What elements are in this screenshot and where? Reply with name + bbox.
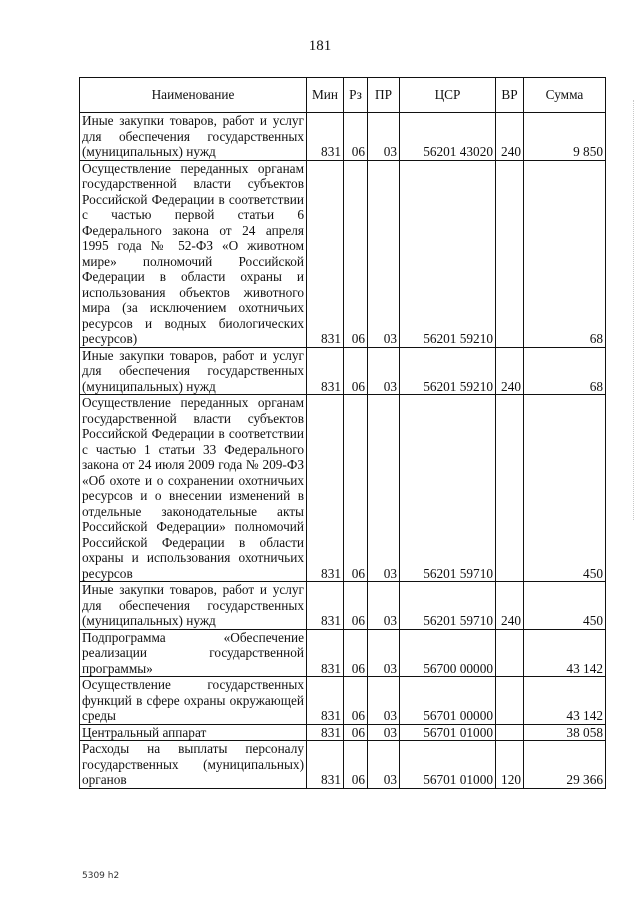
- row-subsection: 03: [368, 677, 400, 725]
- header-expense-type: ВР: [496, 78, 524, 113]
- row-amount: 9 850: [524, 113, 606, 161]
- row-section: 06: [344, 629, 368, 677]
- row-name: Центральный аппарат: [80, 724, 307, 741]
- row-ministry: 831: [307, 741, 344, 789]
- row-target-article: 56201 59210: [400, 347, 496, 395]
- row-expense-type: 120: [496, 741, 524, 789]
- row-amount: 450: [524, 582, 606, 630]
- row-section: 06: [344, 677, 368, 725]
- row-target-article: 56701 00000: [400, 677, 496, 725]
- row-subsection: 03: [368, 113, 400, 161]
- table-row: [80, 724, 606, 741]
- footer-code: 5309 h2: [82, 871, 120, 881]
- row-expense-type: [496, 629, 524, 677]
- row-name: Расходы на выплаты персоналу государственных (муниципальных) органов: [80, 741, 307, 789]
- row-expense-type: [496, 677, 524, 725]
- row-target-article: 56201 59210: [400, 160, 496, 347]
- row-name: Осуществление переданных органам государственной власти субъектов Российской Федерации в соответствии с частью 1 статьи 33 Федерального закона от 24 июля 2009 года № 209-ФЗ «Об охоте и о сохранении охотничьих ресурсов и о внесении изменений в отдельные законодательные акты Российской Федерации» полномочий Российской Федерации в области охраны и использования охотничьих ресурсов: [80, 395, 307, 582]
- row-section: 06: [344, 160, 368, 347]
- header-name: Наименование: [80, 78, 307, 113]
- row-name: Осуществление переданных органам государственной власти субъектов Российской Федерации в соответствии с частью первой статьи 6 Федерального закона от 24 апреля 1995 года № 52-ФЗ «О животном мире» полномочий Российской Федерации в области охраны и использования объектов животного мира (за исключением охотничьих ресурсов и водных биологических ресурсов): [80, 160, 307, 347]
- row-expense-type: 240: [496, 582, 524, 630]
- row-name: Иные закупки товаров, работ и услуг для обеспечения государственных (муниципальных) нужд: [80, 347, 307, 395]
- row-section: 06: [344, 113, 368, 161]
- row-expense-type: [496, 160, 524, 347]
- row-amount: 38 058: [524, 724, 606, 741]
- row-amount: 43 142: [524, 677, 606, 725]
- row-section: 06: [344, 582, 368, 630]
- row-section: 06: [344, 724, 368, 741]
- row-name: Иные закупки товаров, работ и услуг для обеспечения государственных (муниципальных) нужд: [80, 113, 307, 161]
- table-row: [80, 582, 606, 630]
- header-ministry: Мин: [307, 78, 344, 113]
- header-amount: Сумма: [524, 78, 606, 113]
- row-subsection: 03: [368, 582, 400, 630]
- row-section: 06: [344, 347, 368, 395]
- row-subsection: 03: [368, 347, 400, 395]
- row-target-article: 56201 59710: [400, 582, 496, 630]
- row-section: 06: [344, 741, 368, 789]
- row-expense-type: 240: [496, 113, 524, 161]
- header-section: Рз: [344, 78, 368, 113]
- table-row: [80, 113, 606, 161]
- row-expense-type: 240: [496, 347, 524, 395]
- row-section: 06: [344, 395, 368, 582]
- row-target-article: 56701 01000: [400, 741, 496, 789]
- row-target-article: 56201 59710: [400, 395, 496, 582]
- table-row: [80, 677, 606, 725]
- row-ministry: 831: [307, 677, 344, 725]
- row-target-article: 56701 01000: [400, 724, 496, 741]
- row-amount: 450: [524, 395, 606, 582]
- row-amount: 68: [524, 160, 606, 347]
- row-target-article: 56700 00000: [400, 629, 496, 677]
- row-subsection: 03: [368, 160, 400, 347]
- row-ministry: 831: [307, 629, 344, 677]
- row-ministry: 831: [307, 160, 344, 347]
- header-target-article: ЦСР: [400, 78, 496, 113]
- row-name: Иные закупки товаров, работ и услуг для обеспечения государственных (муниципальных) нужд: [80, 582, 307, 630]
- row-subsection: 03: [368, 724, 400, 741]
- page-number: 181: [308, 38, 332, 54]
- table-row: [80, 741, 606, 789]
- table-row: [80, 395, 606, 582]
- row-amount: 43 142: [524, 629, 606, 677]
- header-subsection: ПР: [368, 78, 400, 113]
- row-ministry: 831: [307, 724, 344, 741]
- row-target-article: 56201 43020: [400, 113, 496, 161]
- row-amount: 68: [524, 347, 606, 395]
- budget-table: [79, 77, 606, 789]
- row-ministry: 831: [307, 113, 344, 161]
- row-ministry: 831: [307, 347, 344, 395]
- row-expense-type: [496, 395, 524, 582]
- row-ministry: 831: [307, 582, 344, 630]
- table-row: [80, 629, 606, 677]
- row-expense-type: [496, 724, 524, 741]
- table-header-row: [80, 78, 606, 113]
- row-name: Подпрограмма «Обеспечение реализации государственной программы»: [80, 629, 307, 677]
- row-amount: 29 366: [524, 741, 606, 789]
- row-name: Осуществление государственных функций в сфере охраны окружающей среды: [80, 677, 307, 725]
- table-row: [80, 347, 606, 395]
- scan-margin-artifact: [629, 100, 634, 520]
- table-row: [80, 160, 606, 347]
- row-subsection: 03: [368, 395, 400, 582]
- row-subsection: 03: [368, 741, 400, 789]
- row-ministry: 831: [307, 395, 344, 582]
- row-subsection: 03: [368, 629, 400, 677]
